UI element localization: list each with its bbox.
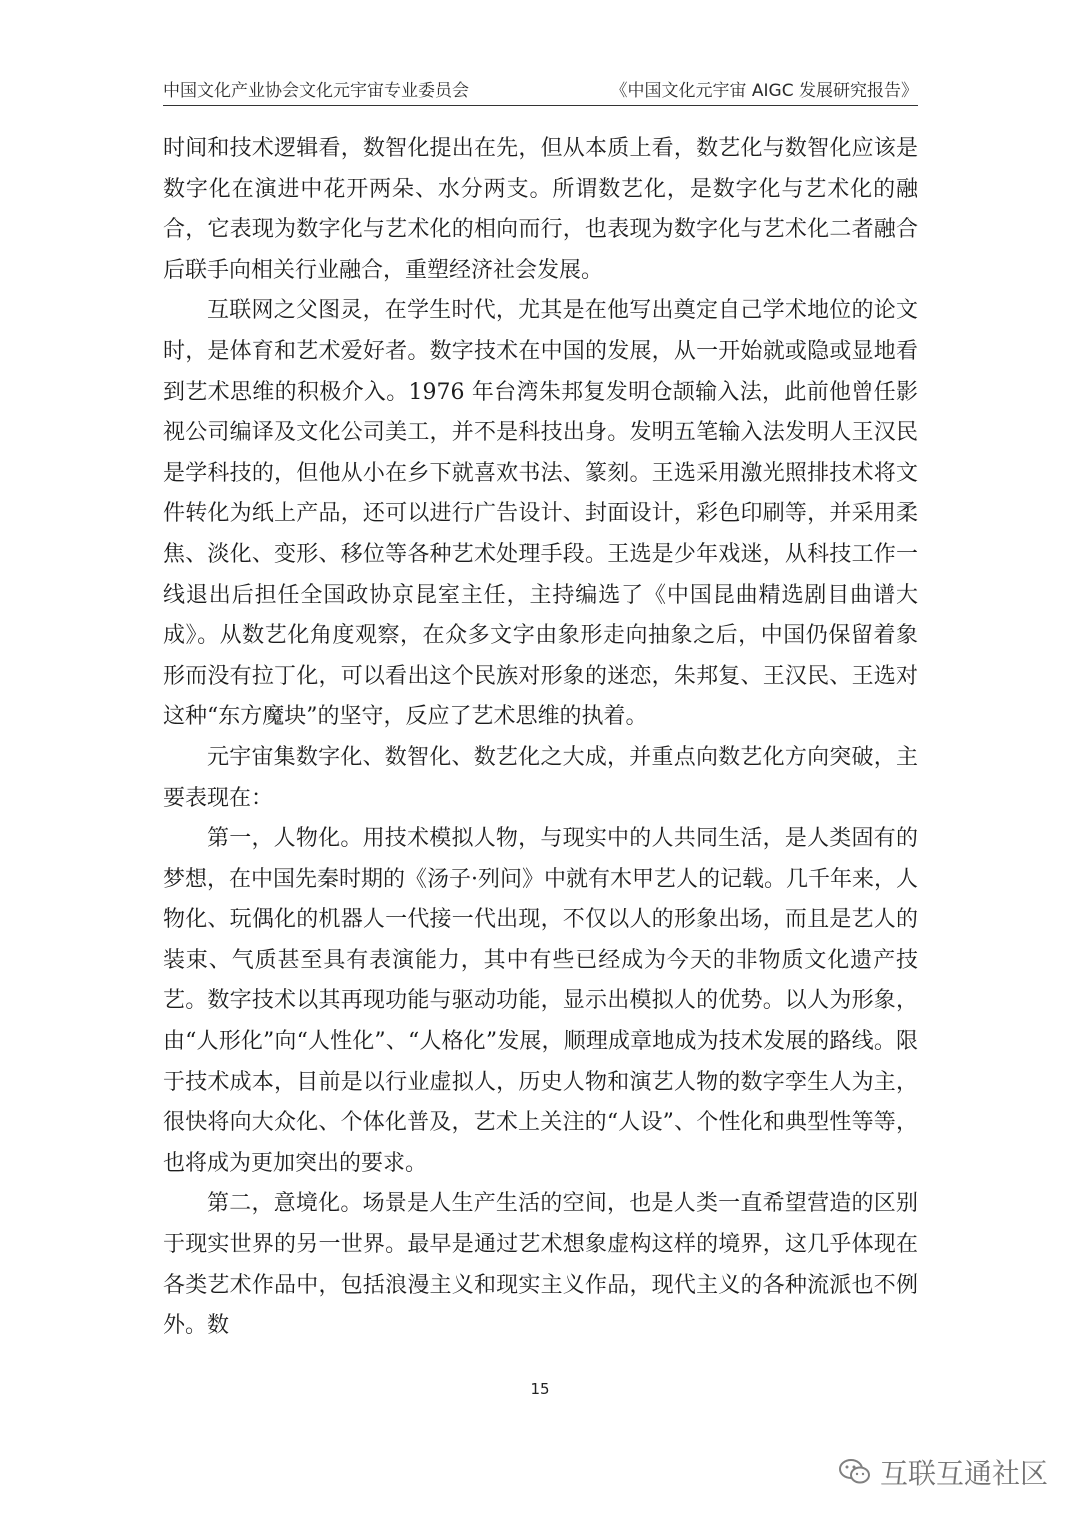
header-report-title: 《中国文化元宇宙 AIGC 发展研究报告》 — [610, 81, 918, 101]
page-header — [163, 74, 918, 106]
watermark-text: 互联互通社区 — [879, 1457, 1048, 1490]
paragraph-5: 第二，意境化。场景是人生产生活的空间，也是人类一直希望营造的区别于现实世界的另一世界。最早是通过艺术想象虚构这样的境界，这几乎体现在各类艺术作品中，包括浪漫主义和现实主义作品，现代主义的各种流派也不例外。数 — [163, 1191, 918, 1339]
header-organization: 中国文化产业协会文化元宇宙专业委员会 — [163, 81, 469, 101]
document-body — [163, 129, 918, 1347]
watermark — [838, 1452, 1048, 1492]
wechat-icon — [838, 1457, 872, 1487]
paragraph-1: 时间和技术逻辑看，数智化提出在先，但从本质上看，数艺化与数智化应该是数字化在演进中花开两朵、水分两支。所谓数艺化，是数字化与艺术化的融合，它表现为数字化与艺术化的相向而行，也表现为数字化与艺术化二者融合后联手向相关行业融合，重塑经济社会发展。 — [163, 136, 918, 283]
paragraph-3: 元宇宙集数字化、数智化、数艺化之大成，并重点向数艺化方向突破，主要表现在： — [163, 744, 918, 811]
paragraph-2: 互联网之父图灵，在学生时代，尤其是在他写出奠定自己学术地位的论文时，是体育和艺术爱好者。数字技术在中国的发展，从一开始就或隐或显地看到艺术思维的积极介入。1976 年台湾朱邦复发明仓颉输入法，此前他曾任影视公司编译及文化公司美工，并不是科技出身。发明五笔输入法发明人王汉民是学科技的，但他从小在乡下就喜欢书法、篆刻。王选采用激光照排技术将文件转化为纸上产品，还可以进行广告设计、封面设计，彩色印刷等，并采用柔焦、淡化、变形、移位等各种艺术处理手段。王选是少年戏迷，从科技工作一线退出后担任全国政协京昆室主任，主持编选了《中国昆曲精选剧目曲谱大成》。从数艺化角度观察，在众多文字由象形走向抽象之后，中国仍保留着象形而没有拉丁化，可以看出这个民族对形象的迷恋，朱邦复、王汉民、王选对这种“东方魔块”的坚守，反应了艺术思维的执着。 — [163, 298, 918, 730]
paragraph-4: 第一，人物化。用技术模拟人物，与现实中的人共同生活，是人类固有的梦想，在中国先秦时期的《汤子·列问》中就有木甲艺人的记载。几千年来，人物化、玩偶化的机器人一代接一代出现，不仅以人的形象出场，而且是艺人的装束、气质甚至具有表演能力，其中有些已经成为今天的非物质文化遗产技艺。数字技术以其再现功能与驱动功能，显示出模拟人的优势。以人为形象，由“人形化”向“人性化”、“人格化”发展，顺理成章地成为技术发展的路线。限于技术成本，目前是以行业虚拟人，历史人物和演艺人物的数字孪生人为主，很快将向大众化、个体化普及，艺术上关注的“人设”、个性化和典型性等等，也将成为更加突出的要求。 — [163, 826, 918, 1176]
page-number: 15 — [530, 1380, 550, 1398]
